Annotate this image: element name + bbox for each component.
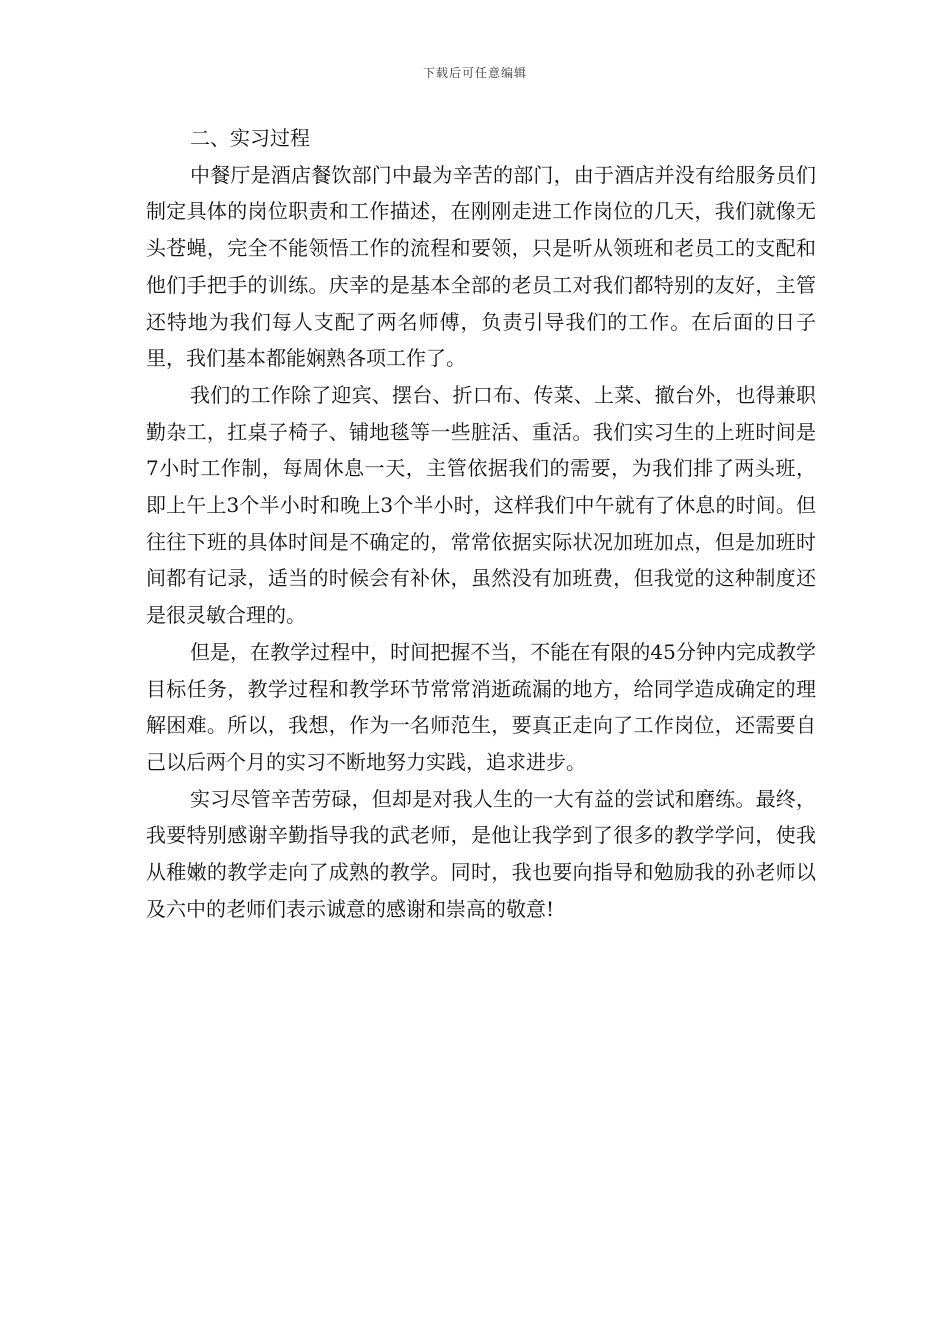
paragraph-2: 我们的工作除了迎宾、摆台、折口布、传菜、上菜、撤台外，也得兼职勤杂工，扛桌子椅子、铺地毯等一些脏活、重活。我们实习生的上班时间是7小时工作制，每周休息一天，主管依据我们的需要，为我们排了两头班，即上午上3个半小时和晚上3个半小时，这样我们中午就有了休息的时间。但往往下班的具体时间是不确定的，常常依据实际状况加班加点，但是加班时间都有记录，适当的时候会有补休，虽然没有加班费，但我觉的这种制度还是很灵敏合理的。 (146, 382, 816, 628)
paragraph-4: 实习尽管辛苦劳碌，但却是对我人生的一大有益的尝试和磨练。最终，我要特别感谢辛勤指导我的武老师，是他让我学到了很多的教学学问，使我从稚嫩的教学走向了成熟的教学。同时，我也要向指导和勉励我的孙老师以及六中的老师们表示诚意的感谢和崇高的敬意! (146, 786, 816, 921)
document-body (146, 120, 816, 927)
paragraph-3: 但是，在教学过程中，时间把握不当，不能在有限的45分钟内完成教学目标任务，教学过程和教学环节常常消逝疏漏的地方，给同学造成确定的理解困难。所以，我想，作为一名师范生，要真正走向了工作岗位，还需要自己以后两个月的实习不断地努力实践，追求进步。 (146, 639, 816, 774)
page-header: 下载后可任意编辑 (422, 66, 527, 80)
section-heading: 二、实习过程 (190, 126, 310, 150)
paragraph-1: 中餐厅是酒店餐饮部门中最为辛苦的部门，由于酒店并没有给服务员们制定具体的岗位职责和工作描述，在刚刚走进工作岗位的几天，我们就像无头苍蝇，完全不能领悟工作的流程和要领，只是听从领班和老员工的支配和他们手把手的训练。庆幸的是基本全部的老员工对我们都特别的友好，主管还特地为我们每人支配了两名师傅，负责引导我们的工作。在后面的日子里，我们基本都能娴熟各项工作了。 (146, 162, 816, 371)
